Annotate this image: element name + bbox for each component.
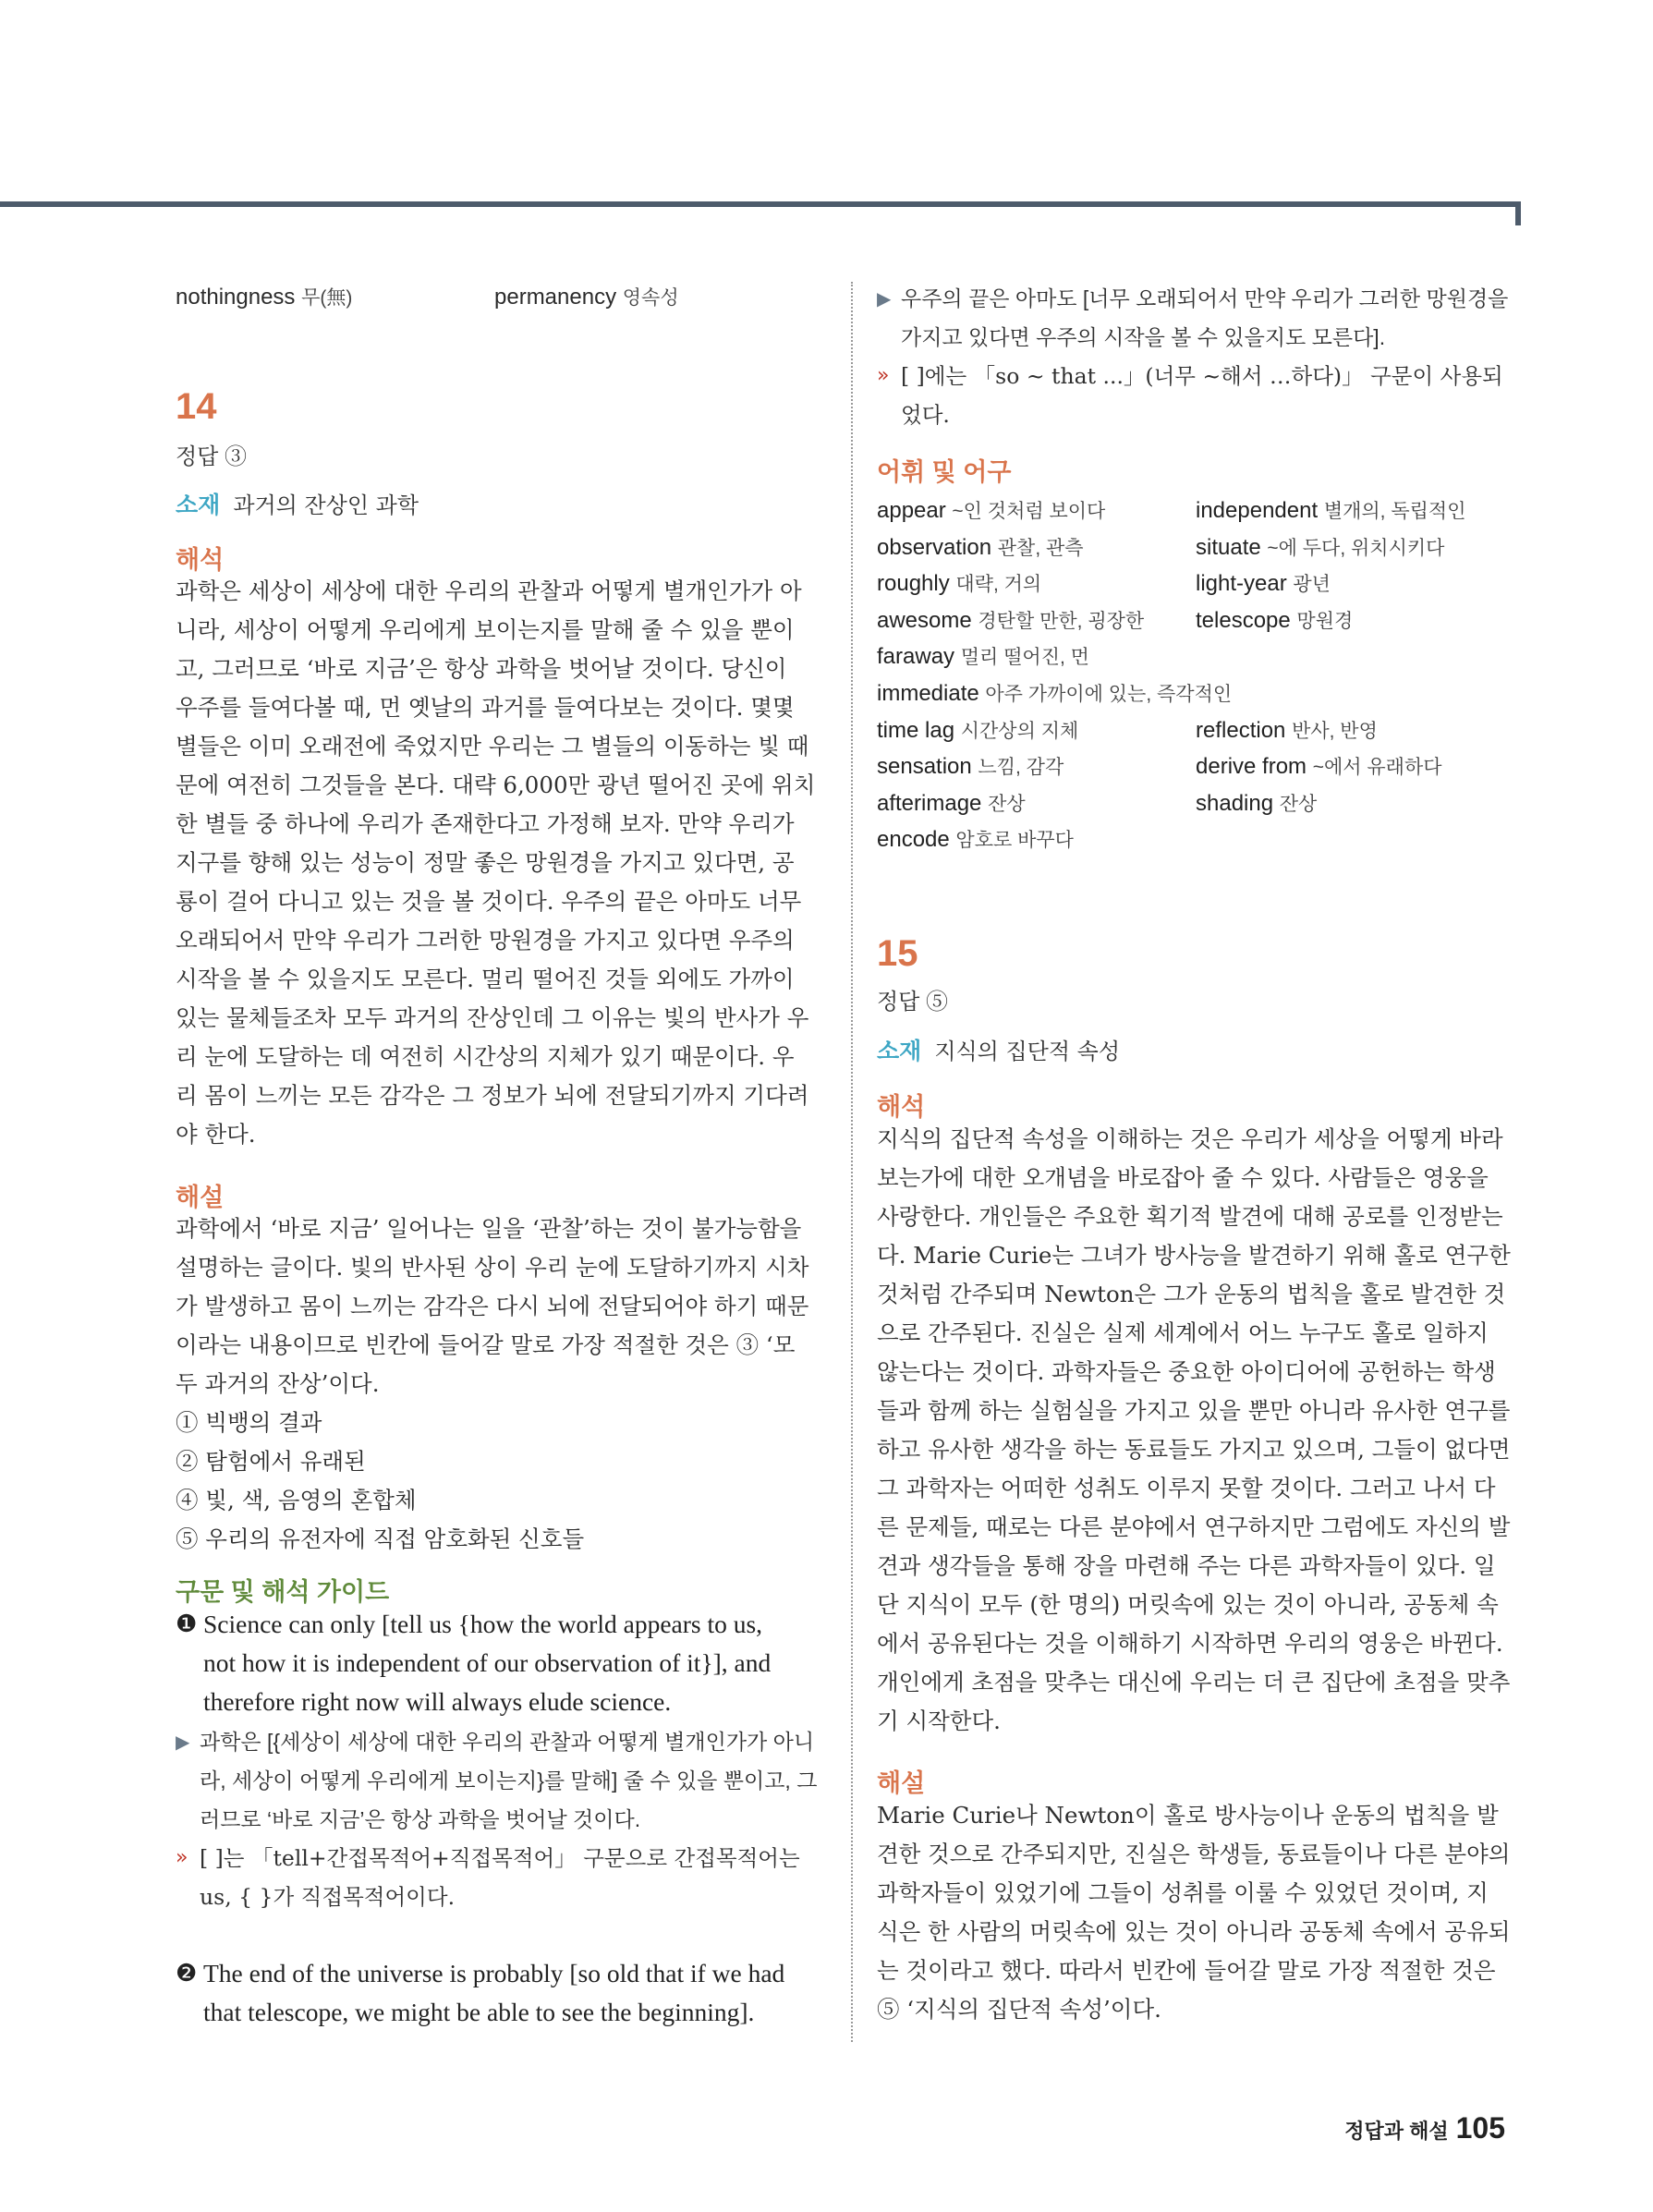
- translation-heading: 해석: [877, 1093, 926, 1121]
- vocab-heading: 어휘 및 어구: [877, 458, 1012, 486]
- text-line: 별들은 이미 오래전에 죽었지만 우리는 그 별들의 이동하는 빛 때: [176, 733, 809, 760]
- vocab-item: shading 잔상: [1196, 790, 1318, 816]
- text-line: 으로 간주된다. 진실은 실제 세계에서 어느 누구도 홀로 일하지: [877, 1319, 1489, 1346]
- vocab-row: [877, 602, 1521, 639]
- answer-label: 정답 ③: [176, 444, 248, 469]
- text-line: 기 시작한다.: [877, 1708, 1001, 1734]
- text-line: 단 지식이 모두 (한 명의) 머릿속에 있는 것이 아니라, 공동체 속: [877, 1591, 1499, 1618]
- sentence-line: Science can only [tell us {how the world appears to us,: [203, 1610, 763, 1638]
- text-line: 는 것이라고 했다. 따라서 빈칸에 들어갈 말로 가장 적절한 것은: [877, 1957, 1496, 1984]
- text-line: 시작을 볼 수 있을지도 모른다. 멀리 떨어진 것들 외에도 가까이: [176, 966, 795, 992]
- topic-text: 과거의 잔상인 과학: [233, 492, 419, 518]
- vocab-item: nothingness 무(無): [176, 285, 353, 310]
- topic-label: 소재: [877, 1039, 922, 1064]
- column-divider: [851, 282, 853, 2042]
- translation-paragraph: [176, 572, 819, 1154]
- text-line: 이라는 내용이므로 빈칸에 들어갈 말로 가장 적절한 것은 ③ ‘모: [176, 1331, 796, 1358]
- vocab-row: [877, 565, 1521, 602]
- text-line: 두 과거의 잔상’이다.: [176, 1370, 380, 1397]
- double-arrow-icon: »: [176, 1846, 188, 1869]
- text-line: 지식의 집단적 속성을 이해하는 것은 우리가 세상을 어떻게 바라: [877, 1125, 1503, 1152]
- text-line: 에서 공유된다는 것을 이해하기 시작하면 우리의 영웅은 바뀐다.: [877, 1630, 1503, 1657]
- text-line: 보는가에 대한 오개념을 바로잡아 줄 수 있다. 사람들은 영웅을: [877, 1164, 1489, 1191]
- text-line: 한 별들 중 하나에 우리가 존재한다고 가정해 보자. 만약 우리가: [176, 810, 795, 837]
- text-line: 설명하는 글이다. 빛의 반사된 상이 우리 눈에 도달하기까지 시차: [176, 1254, 809, 1281]
- vocab-row: [877, 638, 1521, 675]
- number-badge-1: ❶: [176, 1610, 198, 1638]
- choice-item: ⑤ 우리의 유전자에 직접 암호화된 신호들: [176, 1525, 585, 1552]
- choice-item: ④ 빛, 색, 음영의 혼합체: [176, 1487, 417, 1513]
- answer-label: 정답 ⑤: [877, 990, 949, 1015]
- vocab-row: [877, 492, 1521, 529]
- translation-paragraph: [877, 1120, 1521, 1741]
- text-line: 들과 함께 하는 실험실을 가지고 있을 뿐만 아니라 유사한 연구를: [877, 1397, 1511, 1424]
- vocab-item: appear ~인 것처럼 보이다: [877, 498, 1106, 523]
- sentence-line: The end of the universe is probably [so old that if we had: [203, 1959, 785, 1987]
- vocab-item: reflection 반사, 반영: [1196, 717, 1378, 743]
- vocab-item: observation 관찰, 관측: [877, 534, 1084, 560]
- vocab-row: [877, 529, 1521, 566]
- vocab-row: [877, 712, 1521, 749]
- text-line: 견한 것으로 간주되지만, 진실은 학생들, 동료들이나 다른 분야의: [877, 1841, 1511, 1867]
- text-line: 과학에서 ‘바로 지금’ 일어나는 일을 ‘관찰’하는 것이 불가능함을: [176, 1215, 802, 1242]
- guide-note-1: [176, 1839, 819, 1916]
- vocab-row: [877, 675, 1521, 712]
- text-line: 과학자들이 있었기에 그들이 성취를 이룰 수 있었던 것이며, 지: [877, 1879, 1489, 1906]
- text-line: 야 한다.: [176, 1121, 256, 1148]
- note-line: 었다.: [901, 402, 950, 428]
- text-line: 니라, 세상이 어떻게 우리에게 보이는지를 말해 줄 수 있을 뿐이: [176, 616, 795, 643]
- text-line: 식은 한 사람의 머릿속에 있는 것이 아니라 공동체 속에서 공유되: [877, 1918, 1511, 1945]
- note-line: 가지고 있다면 우주의 시작을 볼 수 있을지도 모른다].: [901, 325, 1386, 349]
- topic-row: [877, 1033, 1521, 1066]
- vocab-item: awesome 경탄할 만한, 굉장한: [877, 607, 1145, 633]
- note-line: 러므로 ‘바로 지금’은 항상 과학을 벗어날 것이다.: [200, 1807, 641, 1831]
- explanation-heading: 해설: [176, 1184, 225, 1211]
- text-line: 그 과학자는 어떠한 성취도 이루지 못할 것이다. 그러고 나서 다: [877, 1475, 1496, 1501]
- sentence-line: therefore right now will always elude science.: [203, 1687, 672, 1716]
- text-line: 가 발생하고 몸이 느끼는 감각은 다시 뇌에 전달되어야 하기 때문: [176, 1293, 809, 1319]
- topic-label: 소재: [176, 492, 221, 518]
- choices-list: [176, 1404, 819, 1559]
- text-line: Marie Curie나 Newton이 홀로 방사능이나 운동의 법칙을 발: [877, 1802, 1499, 1829]
- guide-sentence-1: [176, 1605, 819, 1721]
- vocab-row: [877, 785, 1521, 822]
- text-line: 하고 유사한 생각을 하는 동료들도 가지고 있으며, 그들이 없다면: [877, 1436, 1511, 1463]
- vocab-item: light-year 광년: [1196, 571, 1331, 597]
- note-line: 우주의 끝은 아마도 [너무 오래되어서 만약 우리가 그러한 망원경을: [901, 286, 1509, 310]
- guide-heading: 구문 및 해석 가이드: [176, 1578, 390, 1606]
- page-footer: [1344, 2111, 1505, 2145]
- text-line: 문에 여전히 그것들을 본다. 대략 6,000만 광년 떨어진 곳에 위치: [176, 772, 816, 798]
- vocab-item: permanency 영속성: [494, 285, 679, 310]
- vocab-row: [877, 748, 1521, 785]
- note-line: [ ]에는 「so ~ that ...」(너무 ~해서 …하다)」 구문이 사용되: [901, 363, 1503, 389]
- choice-item: ② 탐험에서 유래된: [176, 1448, 366, 1475]
- choice-item: ① 빅뱅의 결과: [176, 1409, 322, 1436]
- text-line: 지구를 향해 있는 성능이 정말 좋은 망원경을 가지고 있다면, 공: [176, 849, 795, 876]
- vocab-table: [877, 492, 1521, 858]
- page-number: 105: [1455, 2111, 1505, 2145]
- sentence-line: that telescope, we might be able to see the beginning].: [203, 1998, 755, 2026]
- explanation-paragraph: [877, 1796, 1521, 2029]
- carryover-vocab: [176, 283, 819, 314]
- text-line: 리 몸이 느끼는 모든 감각은 그 정보가 뇌에 전달되기까지 기다려: [176, 1082, 809, 1109]
- note-line: 라, 세상이 어떻게 우리에게 보이는지}를 말해] 줄 수 있을 뿐이고, 그: [200, 1768, 818, 1793]
- double-arrow-icon: »: [877, 364, 890, 387]
- vocab-item: derive from ~에서 유래하다: [1196, 754, 1442, 780]
- sentence-line: not how it is independent of our observation of it}], and: [203, 1648, 772, 1677]
- explanation-heading: 해설: [877, 1769, 926, 1797]
- top-rule: [0, 201, 1521, 207]
- guide-translation-2: [877, 279, 1521, 357]
- text-line: 있는 물체들조차 모두 과거의 잔상인데 그 이유는 빛의 반사가 우: [176, 1004, 809, 1031]
- text-line: 른 문제들, 때로는 다른 분야에서 연구하지만 그럼에도 자신의 발: [877, 1513, 1511, 1540]
- text-line: 과학은 세상이 세상에 대한 우리의 관찰과 어떻게 별개인가가 아: [176, 577, 802, 604]
- vocab-item: independent 별개의, 독립적인: [1196, 498, 1466, 523]
- text-line: 룡이 걸어 다니고 있는 것을 볼 것이다. 우주의 끝은 아마도 너무: [176, 888, 802, 915]
- triangle-bullet-icon: ▶: [176, 1731, 190, 1753]
- vocab-item: roughly 대략, 거의: [877, 571, 1042, 597]
- topic-text: 지식의 집단적 속성: [934, 1039, 1121, 1064]
- vocab-row: [877, 821, 1521, 858]
- triangle-bullet-icon: ▶: [877, 287, 892, 310]
- text-line: 견과 생각들을 통해 장을 마련해 주는 다른 과학자들이 있다. 일: [877, 1552, 1496, 1579]
- translation-heading: 해석: [176, 546, 225, 574]
- topic-row: [176, 487, 819, 520]
- text-line: 다. Marie Curie는 그녀가 방사능을 발견하기 위해 홀로 연구한: [877, 1242, 1511, 1269]
- text-line: 사랑한다. 개인들은 주요한 획기적 발견에 대해 공로를 인정받는: [877, 1203, 1503, 1230]
- guide-sentence-2: [176, 1954, 819, 2032]
- vocab-item: telescope 망원경: [1196, 607, 1354, 633]
- text-line: 오래되어서 만약 우리가 그러한 망원경을 가지고 있다면 우주의: [176, 927, 795, 954]
- vocab-item: encode 암호로 바꾸다: [877, 827, 1074, 853]
- explanation-paragraph: [176, 1209, 819, 1404]
- text-line: 않는다는 것이다. 과학자들은 중요한 아이디어에 공헌하는 학생: [877, 1358, 1496, 1385]
- text-line: ⑤ ‘지식의 집단적 속성’이다.: [877, 1996, 1161, 2023]
- vocab-item: time lag 시간상의 지체: [877, 717, 1079, 743]
- note-line: us, { }가 직접목적어이다.: [200, 1884, 456, 1910]
- guide-note-2: [877, 357, 1521, 434]
- text-line: 개인에게 초점을 맞추는 대신에 우리는 더 큰 집단에 초점을 맞추: [877, 1669, 1511, 1695]
- vocab-item: faraway 멀리 떨어진, 먼: [877, 644, 1089, 670]
- vocab-item: afterimage 잔상: [877, 790, 1026, 816]
- footer-label: 정답과 해설: [1344, 2120, 1449, 2143]
- question-number: 15: [877, 933, 918, 974]
- text-line: 리 눈에 도달하는 데 여전히 시간상의 지체가 있기 때문이다. 우: [176, 1043, 795, 1070]
- vocab-item: sensation 느낌, 감각: [877, 754, 1064, 780]
- note-line: 과학은 [{세상이 세상에 대한 우리의 관찰과 어떻게 별개인가가 아니: [200, 1730, 815, 1754]
- guide-translation-1: [176, 1722, 819, 1839]
- note-line: [ ]는 「tell+간접목적어+직접목적어」 구문으로 간접목적어는: [200, 1845, 800, 1871]
- question-number: 14: [176, 386, 217, 427]
- text-line: 우주를 들여다볼 때, 먼 옛날의 과거를 들여다보는 것이다. 몇몇: [176, 694, 795, 721]
- text-line: 것처럼 간주되며 Newton은 그가 운동의 법칙을 홀로 발견한 것: [877, 1281, 1506, 1307]
- vocab-item: situate ~에 두다, 위치시키다: [1196, 534, 1445, 560]
- number-badge-2: ❷: [176, 1960, 198, 1987]
- top-rule-tick: [1515, 201, 1521, 225]
- vocab-item: immediate 아주 가까이에 있는, 즉각적인: [877, 680, 1233, 706]
- text-line: 고, 그러므로 ‘바로 지금’은 항상 과학을 벗어날 것이다. 당신이: [176, 655, 787, 682]
